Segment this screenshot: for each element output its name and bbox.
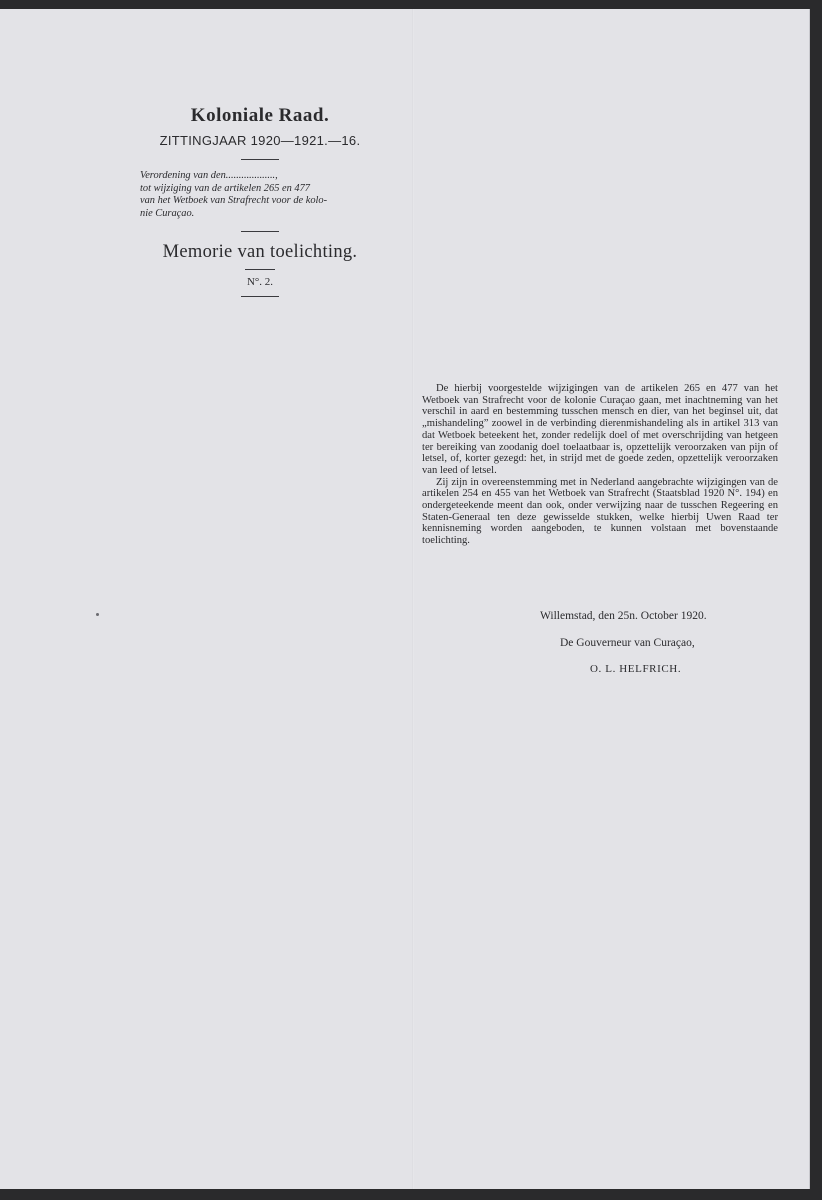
subject-line: tot wijziging van de artikelen 265 en 477: [140, 182, 310, 194]
margin-dot: [96, 613, 99, 616]
divider: [241, 159, 279, 160]
closing-block: [422, 610, 778, 675]
body-paragraph: De hierbij voorgestelde wijzigingen van de artikelen 265 en 477 van het Wetboek van Strafrecht voor de kolonie Curaçao gaan, met inachtneming van het verschil in aard en bestemming tusschen mensch en dier, van het beginsel uit, dat „mishandeling” zoowel in de verbinding dierenmishandeling als in artikel 313 van dat Wetboek beteekent het, zonder redelijk doel of met overschrijding van hetgeen ter bereiking van zoodanig doel toelaatbaar is, opzettelijk veroorzaken van pijn of letsel, of, korter gezegd: het, in strijd met de goede zeden, opzettelijk veroorzaken van leed of letsel.: [422, 383, 778, 476]
divider: [245, 269, 275, 270]
subject-line: van het Wetboek van Strafrecht voor de kolo-: [140, 195, 328, 206]
document-number: N°. 2.: [246, 276, 274, 288]
divider: [241, 296, 279, 297]
signature-name: O. L. HELFRICH.: [590, 663, 682, 675]
divider: [241, 231, 279, 232]
body-paragraph: Zij zijn in overeenstemming met in Nederland aangebrachte wijzigingen van de artikelen 254 en 455 van het Wetboek van Strafrecht (Staatsblad 1920 N°. 194) en ondergeteekende meent dan ook, onder verwijzing naar de tusschen Regeering en Staten-Generaal ten deze gewisselde stukken, welke hierbij Uwen Raad ter kennisneming worden aangeboden, te kunnen volstaan met bovenstaande toelichting.: [422, 476, 778, 547]
place-date: Willemstad, den 25n. October 1920.: [540, 610, 707, 622]
memorie-heading: Memorie van toelichting.: [162, 242, 358, 262]
document-header: [130, 105, 390, 297]
ordinance-subject: [130, 170, 390, 220]
subject-line: nie Curaçao.: [140, 207, 195, 219]
council-title: Koloniale Raad.: [190, 105, 330, 126]
document-page: [0, 9, 810, 1189]
governor-title: De Gouverneur van Curaçao,: [560, 637, 695, 649]
page-fold: [412, 9, 414, 1189]
session-year: ZITTINGJAAR 1920—1921.—16.: [159, 133, 361, 148]
explanation-body: [422, 383, 778, 547]
subject-line: Verordening van den...................,: [140, 170, 278, 181]
